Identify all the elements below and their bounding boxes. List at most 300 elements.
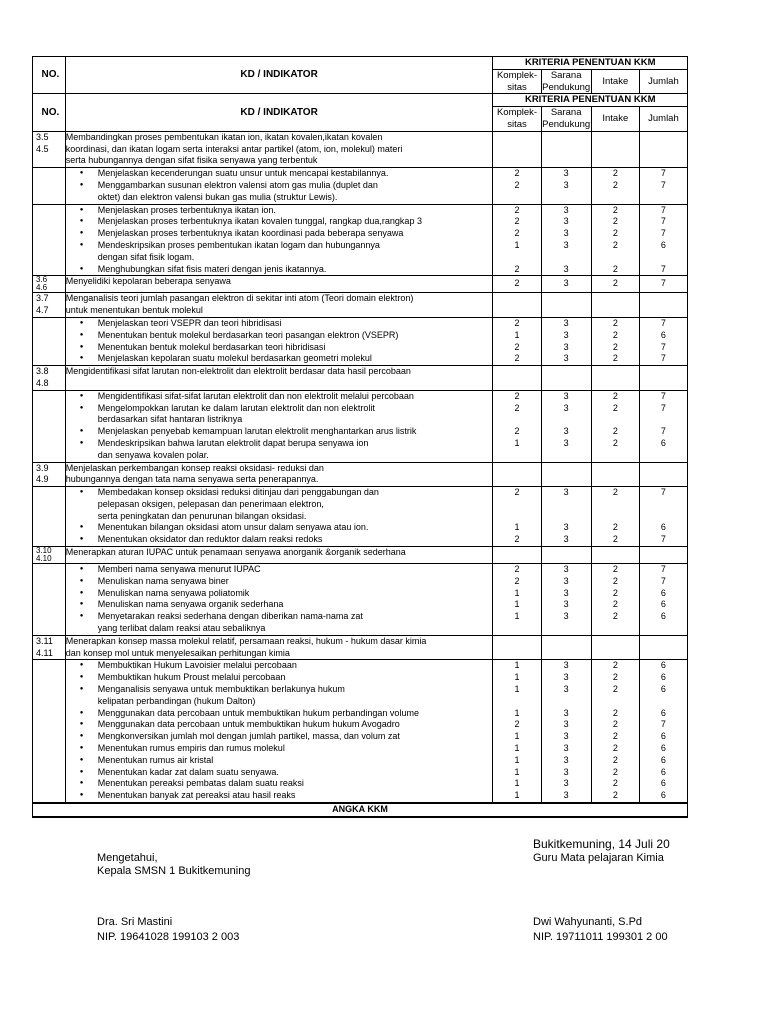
indicator-item: ● Membuktikan Hukum Lavoisier melalui percobaan [76,660,493,672]
indicator-value: 2 [612,239,618,250]
kd-value-cell [639,293,687,318]
indicator-value-cell [639,660,687,803]
indicator-item: ● Membedakan konsep oksidasi reduksi ditinjau dari penggabungan dan [76,487,493,499]
kd-value-cell: 3 [541,276,591,293]
indicator-value: 2 [514,564,520,575]
indicator-value: 2 [612,672,618,683]
indicator-value: 6 [660,329,666,340]
indicator-value: 2 [514,204,520,215]
indicator-value: 2 [612,754,618,765]
indicator-item: ● Menentukan bentuk molekul berdasarkan teori pasangan elektron (VSEPR) [76,330,493,342]
indicator-value: 2 [612,317,618,328]
indicator-item: ● Menggambarkan susunan elektron valensi atom gas mulia (duplet dan [76,180,493,192]
indicator-value: 2 [514,353,520,364]
indicator-item: ● Mendeskripsikan bahwa larutan elektrolit dapat berupa senyawa ion [76,438,493,450]
indicator-value: 2 [612,263,618,274]
kd-number: 3.9 4.9 [33,462,66,487]
indicator-value-cell [591,660,639,803]
indicator-value: 3 [563,719,569,730]
indicator-value-cell [493,487,541,547]
indicator-value: 1 [514,329,520,340]
indicator-number-cell [33,390,66,462]
indicator-value-cell [591,390,639,462]
indicator-list-cell [65,317,493,365]
indicator-item: ● Menghubungkan sifat fisis materi dengan jenis ikatannya. [76,264,493,276]
indicator-item: ● Menjelaskan teori VSEPR dan teori hibridisasi [76,318,493,330]
indicator-value: 2 [612,522,618,533]
indicator-value: 1 [514,522,520,533]
kd-value-cell [493,635,541,660]
indicator-value: 3 [563,179,569,190]
indicator-item: kelipatan perbandingan (hukum Dalton) [97,695,256,706]
indicator-value: 3 [563,168,569,179]
indicator-item: ● Mengelompokkan larutan ke dalam larutan elektrolit dan non elektrolit [76,403,493,415]
indicator-item: ● Menentukan banyak zat pereaksi atau hasil reaks [76,790,493,802]
indicator-value: 7 [660,534,666,545]
header-jumlah: Jumlah [639,69,687,94]
indicator-value-cell [541,487,591,547]
indicator-list-cell [65,204,493,276]
indicator-value: 6 [660,672,666,683]
kd-value-cell [493,131,541,167]
kd-number: 3.11 4.11 [33,635,66,660]
indicator-value: 2 [514,487,520,498]
indicator-value-cell [591,168,639,204]
indicator-value: 2 [612,179,618,190]
indicator-row [33,204,688,276]
indicator-list-cell [65,487,493,547]
indicator-value: 2 [612,204,618,215]
indicator-value: 1 [514,754,520,765]
kkm-table [32,56,688,818]
indicator-value: 2 [514,168,520,179]
indicator-value-cell [639,390,687,462]
indicator-value: 7 [660,719,666,730]
indicator-value-cell [639,168,687,204]
kd-value-cell [493,293,541,318]
indicator-value: 1 [514,731,520,742]
indicator-item: dengan sifat fisik logam. [97,251,195,262]
indicator-value: 6 [660,437,666,448]
angka-kkm-label: ANGKA KKM [33,803,688,817]
indicator-item: ● Menjelaskan penyebab kemampuan larutan elektrolit menghantarkan arus listrik [76,426,493,438]
header-komplek-repeat: Komplek- sitas [493,107,541,132]
indicator-value: 3 [563,599,569,610]
kd-text: Menjelaskan perkembangan konsep reaksi oksidasi- reduksi dan hubungannya dengan tata nama senyawa serta penerapannya. [65,462,493,487]
indicator-value: 6 [660,239,666,250]
indicator-list-cell [65,168,493,204]
indicator-value: 3 [563,778,569,789]
indicator-value-cell [541,317,591,365]
indicator-value: 3 [563,204,569,215]
indicator-list-cell [65,564,493,636]
indicator-value: 2 [612,790,618,801]
indicator-item: ● Menyetarakan reaksi sederhana dengan diberikan nama-nama zat [76,611,493,623]
indicator-value: 6 [660,611,666,622]
indicator-value: 2 [514,179,520,190]
indicator-item: ● Menuliskan nama senyawa biner [76,576,493,588]
right-signer-nip: NIP. 19711011 199301 2 00 [533,931,668,943]
indicator-value: 1 [514,743,520,754]
indicator-value: 7 [660,564,666,575]
kd-value-cell [541,635,591,660]
header-intake-repeat: Intake [591,107,639,132]
indicator-value: 2 [612,168,618,179]
guru-title: Guru Mata pelajaran Kimia [533,852,664,864]
indicator-value: 3 [563,437,569,448]
kd-row [33,635,688,660]
indicator-value: 3 [563,534,569,545]
indicator-value: 2 [612,426,618,437]
header-komplek: Komplek- sitas [493,69,541,94]
header-no-repeat: NO. [33,94,66,131]
indicator-value: 7 [660,402,666,413]
indicator-value: 7 [660,487,666,498]
indicator-item: ● Menentukan kadar zat dalam suatu senyawa. [76,767,493,779]
indicator-value: 2 [612,353,618,364]
kd-value-cell [639,635,687,660]
indicator-item: oktet) dan elektron valensi bukan gas mulia (struktur Lewis). [97,191,338,202]
indicator-value: 3 [563,216,569,227]
indicator-value-cell [493,390,541,462]
angka-kkm-row [33,803,688,817]
header-sarana: Sarana Pendukung [542,69,591,93]
indicator-value: 3 [563,402,569,413]
kd-value-cell [591,366,639,391]
indicator-value: 1 [514,660,520,671]
indicator-value: 6 [660,522,666,533]
header-kd-repeat: KD / INDIKATOR [65,94,493,131]
indicator-item: ● Membuktikan hukum Proust melalui percobaan [76,672,493,684]
indicator-value: 7 [660,179,666,190]
header-row-repeat [33,94,688,107]
indicator-value: 1 [514,766,520,777]
indicator-value: 1 [514,611,520,622]
indicator-value: 3 [563,228,569,239]
indicator-value: 3 [563,390,569,401]
kd-value-cell [639,462,687,487]
indicator-value: 6 [660,599,666,610]
kd-value-cell: 7 [639,276,687,293]
indicator-value: 1 [514,778,520,789]
indicator-value: 2 [514,341,520,352]
header-row [33,57,688,70]
indicator-value: 2 [612,766,618,777]
indicator-row [33,390,688,462]
indicator-value-cell [541,660,591,803]
header-kd: KD / INDIKATOR [65,57,493,94]
indicator-item: berdasarkan sifat hantaran listriknya [97,414,243,425]
indicator-value: 3 [563,353,569,364]
kd-value-cell: 2 [591,276,639,293]
mengetahui: Mengetahui, [97,852,158,864]
indicator-row [33,168,688,204]
indicator-value: 3 [563,426,569,437]
indicator-value: 3 [563,317,569,328]
indicator-item: ● Menjelaskan proses terbentuknya ikatan ion. [76,205,493,217]
header-kriteria-repeat: KRITERIA PENENTUAN KKM [493,94,688,107]
kd-value-cell [591,462,639,487]
indicator-item: ● Menggunakan data percobaan untuk membuktikan hukum perbandingan volume [76,708,493,720]
indicator-value: 2 [612,341,618,352]
indicator-value: 3 [563,754,569,765]
indicator-value: 6 [660,754,666,765]
indicator-value: 3 [563,684,569,695]
header-jumlah-repeat: Jumlah [639,107,687,132]
indicator-item: ● Menganalisis senyawa untuk membuktikan berlakunya hukum [76,684,493,696]
indicator-value: 1 [514,707,520,718]
indicator-value: 7 [660,575,666,586]
kd-value-cell [541,462,591,487]
indicator-value: 2 [514,390,520,401]
indicator-item: ● Menggunakan data percobaan untuk membuktikan hukum hukum Avogadro [76,719,493,731]
indicator-value-cell [591,317,639,365]
indicator-value: 2 [612,534,618,545]
indicator-value-cell [493,564,541,636]
kd-value-cell [591,635,639,660]
indicator-value-cell [493,204,541,276]
indicator-row [33,564,688,636]
indicator-value: 7 [660,168,666,179]
kd-value-cell [493,462,541,487]
indicator-value: 3 [563,522,569,533]
kd-value-cell [639,547,687,564]
kd-value-cell [541,131,591,167]
indicator-value-cell [541,168,591,204]
left-signer-nip: NIP. 19641028 199103 2 003 [97,931,240,943]
kd-row [33,276,688,293]
indicator-value-cell [639,564,687,636]
kd-number: 3.7 4.7 [33,293,66,318]
indicator-value: 2 [612,390,618,401]
indicator-value: 3 [563,672,569,683]
indicator-number-cell [33,204,66,276]
indicator-value: 2 [514,534,520,545]
kd-row [33,293,688,318]
indicator-value: 3 [563,587,569,598]
indicator-item: ● Mendeskripsikan proses pembentukan ikatan logam dan hubungannya [76,240,493,252]
header-intake: Intake [591,69,639,94]
indicator-value-cell [639,204,687,276]
indicator-value-cell [493,317,541,365]
indicator-list-cell [65,390,493,462]
indicator-value: 1 [514,790,520,801]
indicator-value: 2 [514,228,520,239]
indicator-value: 1 [514,684,520,695]
indicator-value: 3 [563,731,569,742]
indicator-value: 3 [563,564,569,575]
indicator-value: 3 [563,341,569,352]
indicator-value: 2 [612,611,618,622]
indicator-value: 6 [660,684,666,695]
indicator-value: 7 [660,341,666,352]
header-kriteria: KRITERIA PENENTUAN KKM [493,57,688,70]
indicator-value-cell [639,317,687,365]
right-signer-name: Dwi Wahyunanti, S.Pd [533,916,643,928]
indicator-value: 7 [660,317,666,328]
indicator-value-cell [493,660,541,803]
header-sarana-repeat: Sarana Pendukung [542,107,591,130]
kd-text: Mengidentifikasi sifat larutan non-elektrolit dan elektrolit berdasar data hasil percobaan [65,366,493,391]
indicator-value: 7 [660,263,666,274]
kd-value-cell [591,293,639,318]
kd-number: 3.6 4.6 [33,276,66,293]
indicator-value: 2 [612,660,618,671]
kd-value-cell [639,131,687,167]
kepala-title: Kepala SMSN 1 Bukitkemuning [97,865,251,877]
indicator-value: 2 [612,731,618,742]
indicator-value-cell [541,204,591,276]
indicator-item: ● Menjelaskan proses terbentuknya ikatan kovalen tunggal, rangkap dua,rangkap 3 [76,216,493,228]
indicator-item: ● Menuliskan nama senyawa organik sederhana [76,599,493,611]
kd-row [33,462,688,487]
indicator-list-cell [65,660,493,803]
indicator-value: 3 [563,707,569,718]
indicator-value: 2 [612,487,618,498]
indicator-value: 2 [612,329,618,340]
kd-number: 3.10 4.10 [33,547,66,564]
kd-value-cell [541,293,591,318]
indicator-value: 2 [612,599,618,610]
indicator-value: 3 [563,575,569,586]
indicator-value: 2 [514,402,520,413]
indicator-value: 2 [612,564,618,575]
indicator-item: ● Menjelaskan proses terbentuknya ikatan koordinasi pada beberapa senyawa [76,228,493,240]
indicator-value: 1 [514,587,520,598]
indicator-row [33,487,688,547]
kd-value-cell [541,547,591,564]
indicator-value: 3 [563,487,569,498]
kd-value-cell [639,366,687,391]
indicator-value: 3 [563,660,569,671]
indicator-item: ● Menentukan bentuk molekul berdasarkan teori hibridisasi [76,342,493,354]
indicator-value: 6 [660,778,666,789]
indicator-item: ● Memberi nama senyawa menurut IUPAC [76,564,493,576]
indicator-item: ● Menentukan rumus empiris dan rumus molekul [76,743,493,755]
indicator-value: 2 [612,575,618,586]
kd-value-cell: 2 [493,276,541,293]
indicator-value: 2 [514,263,520,274]
indicator-value: 3 [563,743,569,754]
indicator-item: ● Menuliskan nama senyawa poliatomik [76,588,493,600]
indicator-value-cell [541,564,591,636]
indicator-value: 3 [563,263,569,274]
kd-value-cell [493,547,541,564]
indicator-value: 2 [514,317,520,328]
indicator-item: ● Mengkonversikan jumlah mol dengan jumlah partikel, massa, dan volum zat [76,731,493,743]
kd-text: Menyelidiki kepolaran beberapa senyawa [65,276,493,293]
indicator-value: 2 [612,684,618,695]
indicator-value: 2 [612,216,618,227]
indicator-row [33,317,688,365]
indicator-value: 1 [514,672,520,683]
indicator-value: 1 [514,599,520,610]
indicator-number-cell [33,487,66,547]
indicator-value: 1 [514,437,520,448]
indicator-value: 1 [514,239,520,250]
kd-value-cell [541,366,591,391]
indicator-value: 2 [612,743,618,754]
indicator-item: ● Menjelaskan kecenderungan suatu unsur untuk mencapai kestabilannya. [76,168,493,180]
indicator-value: 7 [660,353,666,364]
indicator-item: ● Menentukan rumus air kristal [76,755,493,767]
indicator-value-cell [541,390,591,462]
table-body [33,131,688,803]
indicator-value: 2 [612,707,618,718]
kd-value-cell [591,547,639,564]
indicator-value: 7 [660,390,666,401]
indicator-value: 3 [563,611,569,622]
indicator-value: 2 [612,778,618,789]
indicator-value: 6 [660,707,666,718]
place-date: Bukitkemuning, 14 Juli 20 [533,837,670,851]
indicator-item: serta peningkatan dan penurunan bilangan oksidasi. [97,510,307,521]
indicator-value: 6 [660,743,666,754]
indicator-item: ● Menentukan oksidator dan reduktor dalam reaksi redoks [76,534,493,546]
kd-text: Membandingkan proses pembentukan ikatan ion, ikatan kovalen,ikatan kovalen koordinasi, dan ikatan logam serta interaksi antar partikel (atom, ion, molekul) materi serta hubungannya dengan sifat fisika senyawa yang terbentuk [65,131,493,167]
kd-text: Menerapkan aturan IUPAC untuk penamaan senyawa anorganik &organik sederhana [65,547,493,564]
indicator-value: 7 [660,228,666,239]
indicator-value: 2 [514,216,520,227]
indicator-value: 2 [612,437,618,448]
indicator-number-cell [33,317,66,365]
kd-value-cell [493,366,541,391]
indicator-value: 7 [660,426,666,437]
indicator-number-cell [33,564,66,636]
indicator-item: yang terlibat dalam reaksi atau sebaliknya [97,623,266,634]
kd-number: 3.5 4.5 [33,131,66,167]
indicator-value-cell [591,204,639,276]
kd-number: 3.8 4.8 [33,366,66,391]
indicator-value: 2 [514,426,520,437]
indicator-item: ● Mengidentifikasi sifat-sifat larutan elektrolit dan non elektrolit melalui percobaan [76,391,493,403]
indicator-value: 3 [563,790,569,801]
indicator-value-cell [493,168,541,204]
indicator-value: 7 [660,204,666,215]
indicator-item: ● Menentukan pereaksi pembatas dalam suatu reaksi [76,778,493,790]
indicator-value-cell [591,564,639,636]
indicator-item: dan senyawa kovalen polar. [97,449,209,460]
indicator-value: 2 [514,575,520,586]
indicator-value: 2 [612,228,618,239]
kd-value-cell [591,131,639,167]
indicator-value: 3 [563,766,569,777]
indicator-value: 6 [660,766,666,777]
kd-row [33,366,688,391]
indicator-item: pelepasan oksigen, pelepasan dan penerimaan elektron, [97,498,324,509]
indicator-value: 6 [660,660,666,671]
indicator-value: 6 [660,790,666,801]
indicator-value-cell [639,487,687,547]
indicator-value: 3 [563,329,569,340]
indicator-value: 2 [612,587,618,598]
indicator-value: 2 [612,402,618,413]
indicator-value: 3 [563,239,569,250]
kd-text: Menerapkan konsep massa molekul relatif, persamaan reaksi, hukum - hukum dasar kimia dan konsep mol untuk menyelesaikan perhitungan kimia [65,635,493,660]
indicator-row [33,660,688,803]
header-no: NO. [33,57,66,94]
indicator-number-cell [33,660,66,803]
kd-text: Menganalisis teori jumlah pasangan elektron di sekitar inti atom (Teori domain elektron) untuk menentukan bentuk molekul [65,293,493,318]
indicator-value-cell [591,487,639,547]
indicator-value: 7 [660,216,666,227]
indicator-value: 6 [660,731,666,742]
kd-row [33,547,688,564]
left-signer-name: Dra. Sri Mastini [97,916,173,928]
indicator-number-cell [33,168,66,204]
indicator-value: 2 [514,719,520,730]
indicator-item: ● Menjelaskan kepolaran suatu molekul berdasarkan geometri molekul [76,353,493,365]
